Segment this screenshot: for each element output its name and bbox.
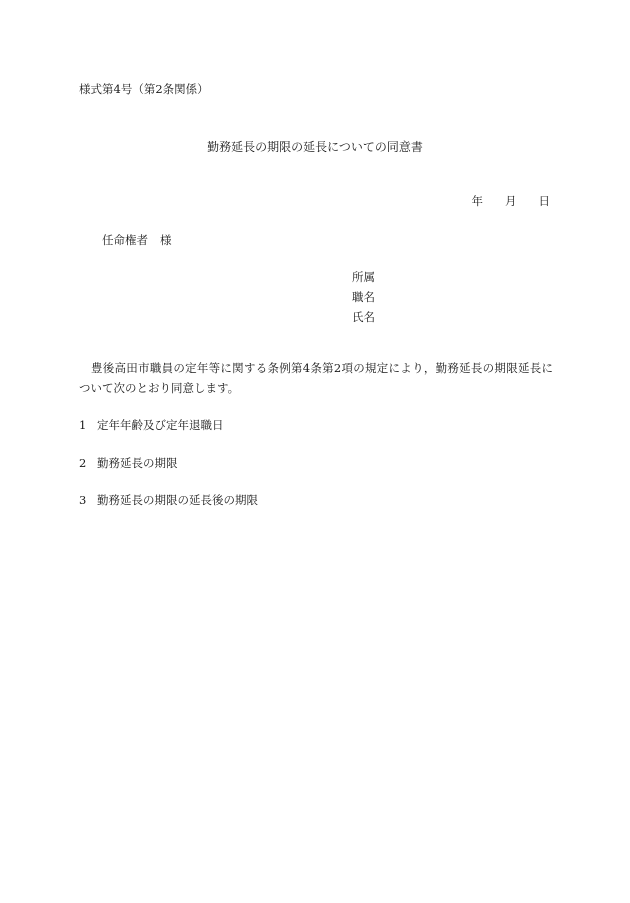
item-number: 2 bbox=[79, 456, 87, 470]
affiliation-label: 所属 bbox=[352, 270, 375, 284]
list-item bbox=[79, 492, 258, 508]
item-number: 3 bbox=[79, 493, 87, 507]
addressee-honorific: 様 bbox=[160, 233, 172, 247]
document-title: 勤務延長の期限の延長についての同意書 bbox=[207, 140, 423, 154]
addressee bbox=[102, 232, 172, 248]
day-label: 日 bbox=[538, 194, 550, 208]
item-text: 勤務延長の期限の延長後の期限 bbox=[97, 493, 258, 507]
item-text: 勤務延長の期限 bbox=[97, 456, 178, 470]
name-label: 氏名 bbox=[352, 310, 375, 324]
date-line bbox=[450, 193, 551, 209]
sender-block bbox=[352, 267, 375, 327]
consent-body-text: 豊後高田市職員の定年等に関する条例第4条第2項の規定により，勤務延長の期限延長について次のとおり同意します。 bbox=[79, 361, 553, 395]
item-text: 定年年齢及び定年退職日 bbox=[97, 418, 224, 432]
addressee-name: 任命権者 bbox=[102, 233, 148, 247]
form-number: 様式第4号（第2条関係） bbox=[79, 82, 209, 96]
item-number: 1 bbox=[79, 418, 87, 432]
month-label: 月 bbox=[505, 194, 517, 208]
year-label: 年 bbox=[471, 194, 483, 208]
list-item bbox=[79, 417, 224, 433]
list-item bbox=[79, 455, 178, 471]
position-label: 職名 bbox=[352, 290, 375, 304]
